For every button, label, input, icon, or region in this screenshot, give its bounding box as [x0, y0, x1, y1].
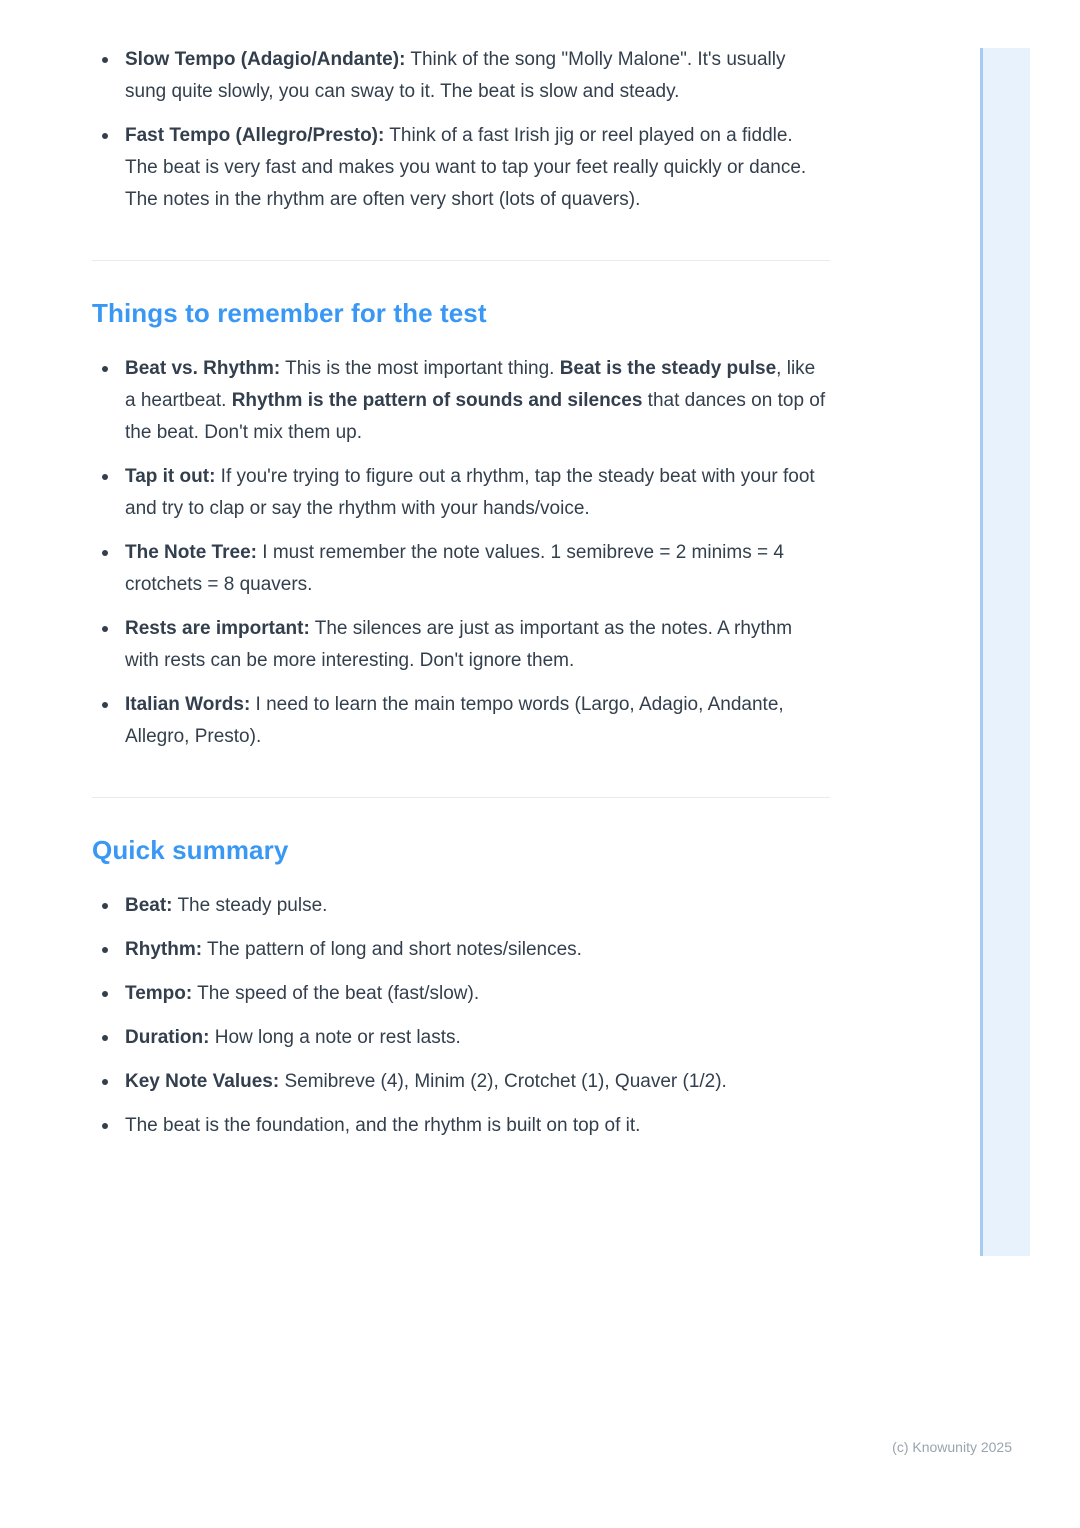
list-item: Duration: How long a note or rest lasts. — [92, 1022, 830, 1054]
section-divider — [92, 260, 830, 261]
list-item: Beat vs. Rhythm: This is the most important thing. Beat is the steady pulse, like a heartbeat. Rhythm is the pattern of sounds and silences that dances on top of the beat. Don't mix them up. — [92, 353, 830, 449]
bullet-list-things-to-remember — [92, 353, 830, 753]
section-heading-things-to-remember: Things to remember for the test — [92, 298, 487, 328]
list-item: The Note Tree: I must remember the note values. 1 semibreve = 2 minims = 4 crotchets = 8 quavers. — [92, 537, 830, 601]
list-item: Tempo: The speed of the beat (fast/slow). — [92, 978, 830, 1010]
list-item: The beat is the foundation, and the rhythm is built on top of it. — [92, 1110, 830, 1142]
document-content — [92, 44, 830, 1154]
list-item: Rests are important: The silences are just as important as the notes. A rhythm with rests can be more interesting. Don't ignore them. — [92, 613, 830, 677]
page-scrollbar[interactable] — [980, 48, 1030, 1256]
section-heading-quick-summary: Quick summary — [92, 835, 289, 865]
footer-credit: (c) Knowunity 2025 — [892, 1439, 1012, 1455]
list-item: Rhythm: The pattern of long and short notes/silences. — [92, 934, 830, 966]
list-item: Key Note Values: Semibreve (4), Minim (2), Crotchet (1), Quaver (1/2). — [92, 1066, 830, 1098]
list-item: Slow Tempo (Adagio/Andante): Think of the song "Molly Malone". It's usually sung quite slowly, you can sway to it. The beat is slow and steady. — [92, 44, 830, 108]
bullet-list-quick-summary — [92, 890, 830, 1142]
bullet-list-tempo-examples — [92, 44, 830, 216]
list-item: Beat: The steady pulse. — [92, 890, 830, 922]
list-item: Italian Words: I need to learn the main tempo words (Largo, Adagio, Andante, Allegro, Presto). — [92, 689, 830, 753]
list-item: Fast Tempo (Allegro/Presto): Think of a fast Irish jig or reel played on a fiddle. The beat is very fast and makes you want to tap your feet really quickly or dance. The notes in the rhythm are often very short (lots of quavers). — [92, 120, 830, 216]
list-item: Tap it out: If you're trying to figure out a rhythm, tap the steady beat with your foot and try to clap or say the rhythm with your hands/voice. — [92, 461, 830, 525]
section-divider — [92, 797, 830, 798]
